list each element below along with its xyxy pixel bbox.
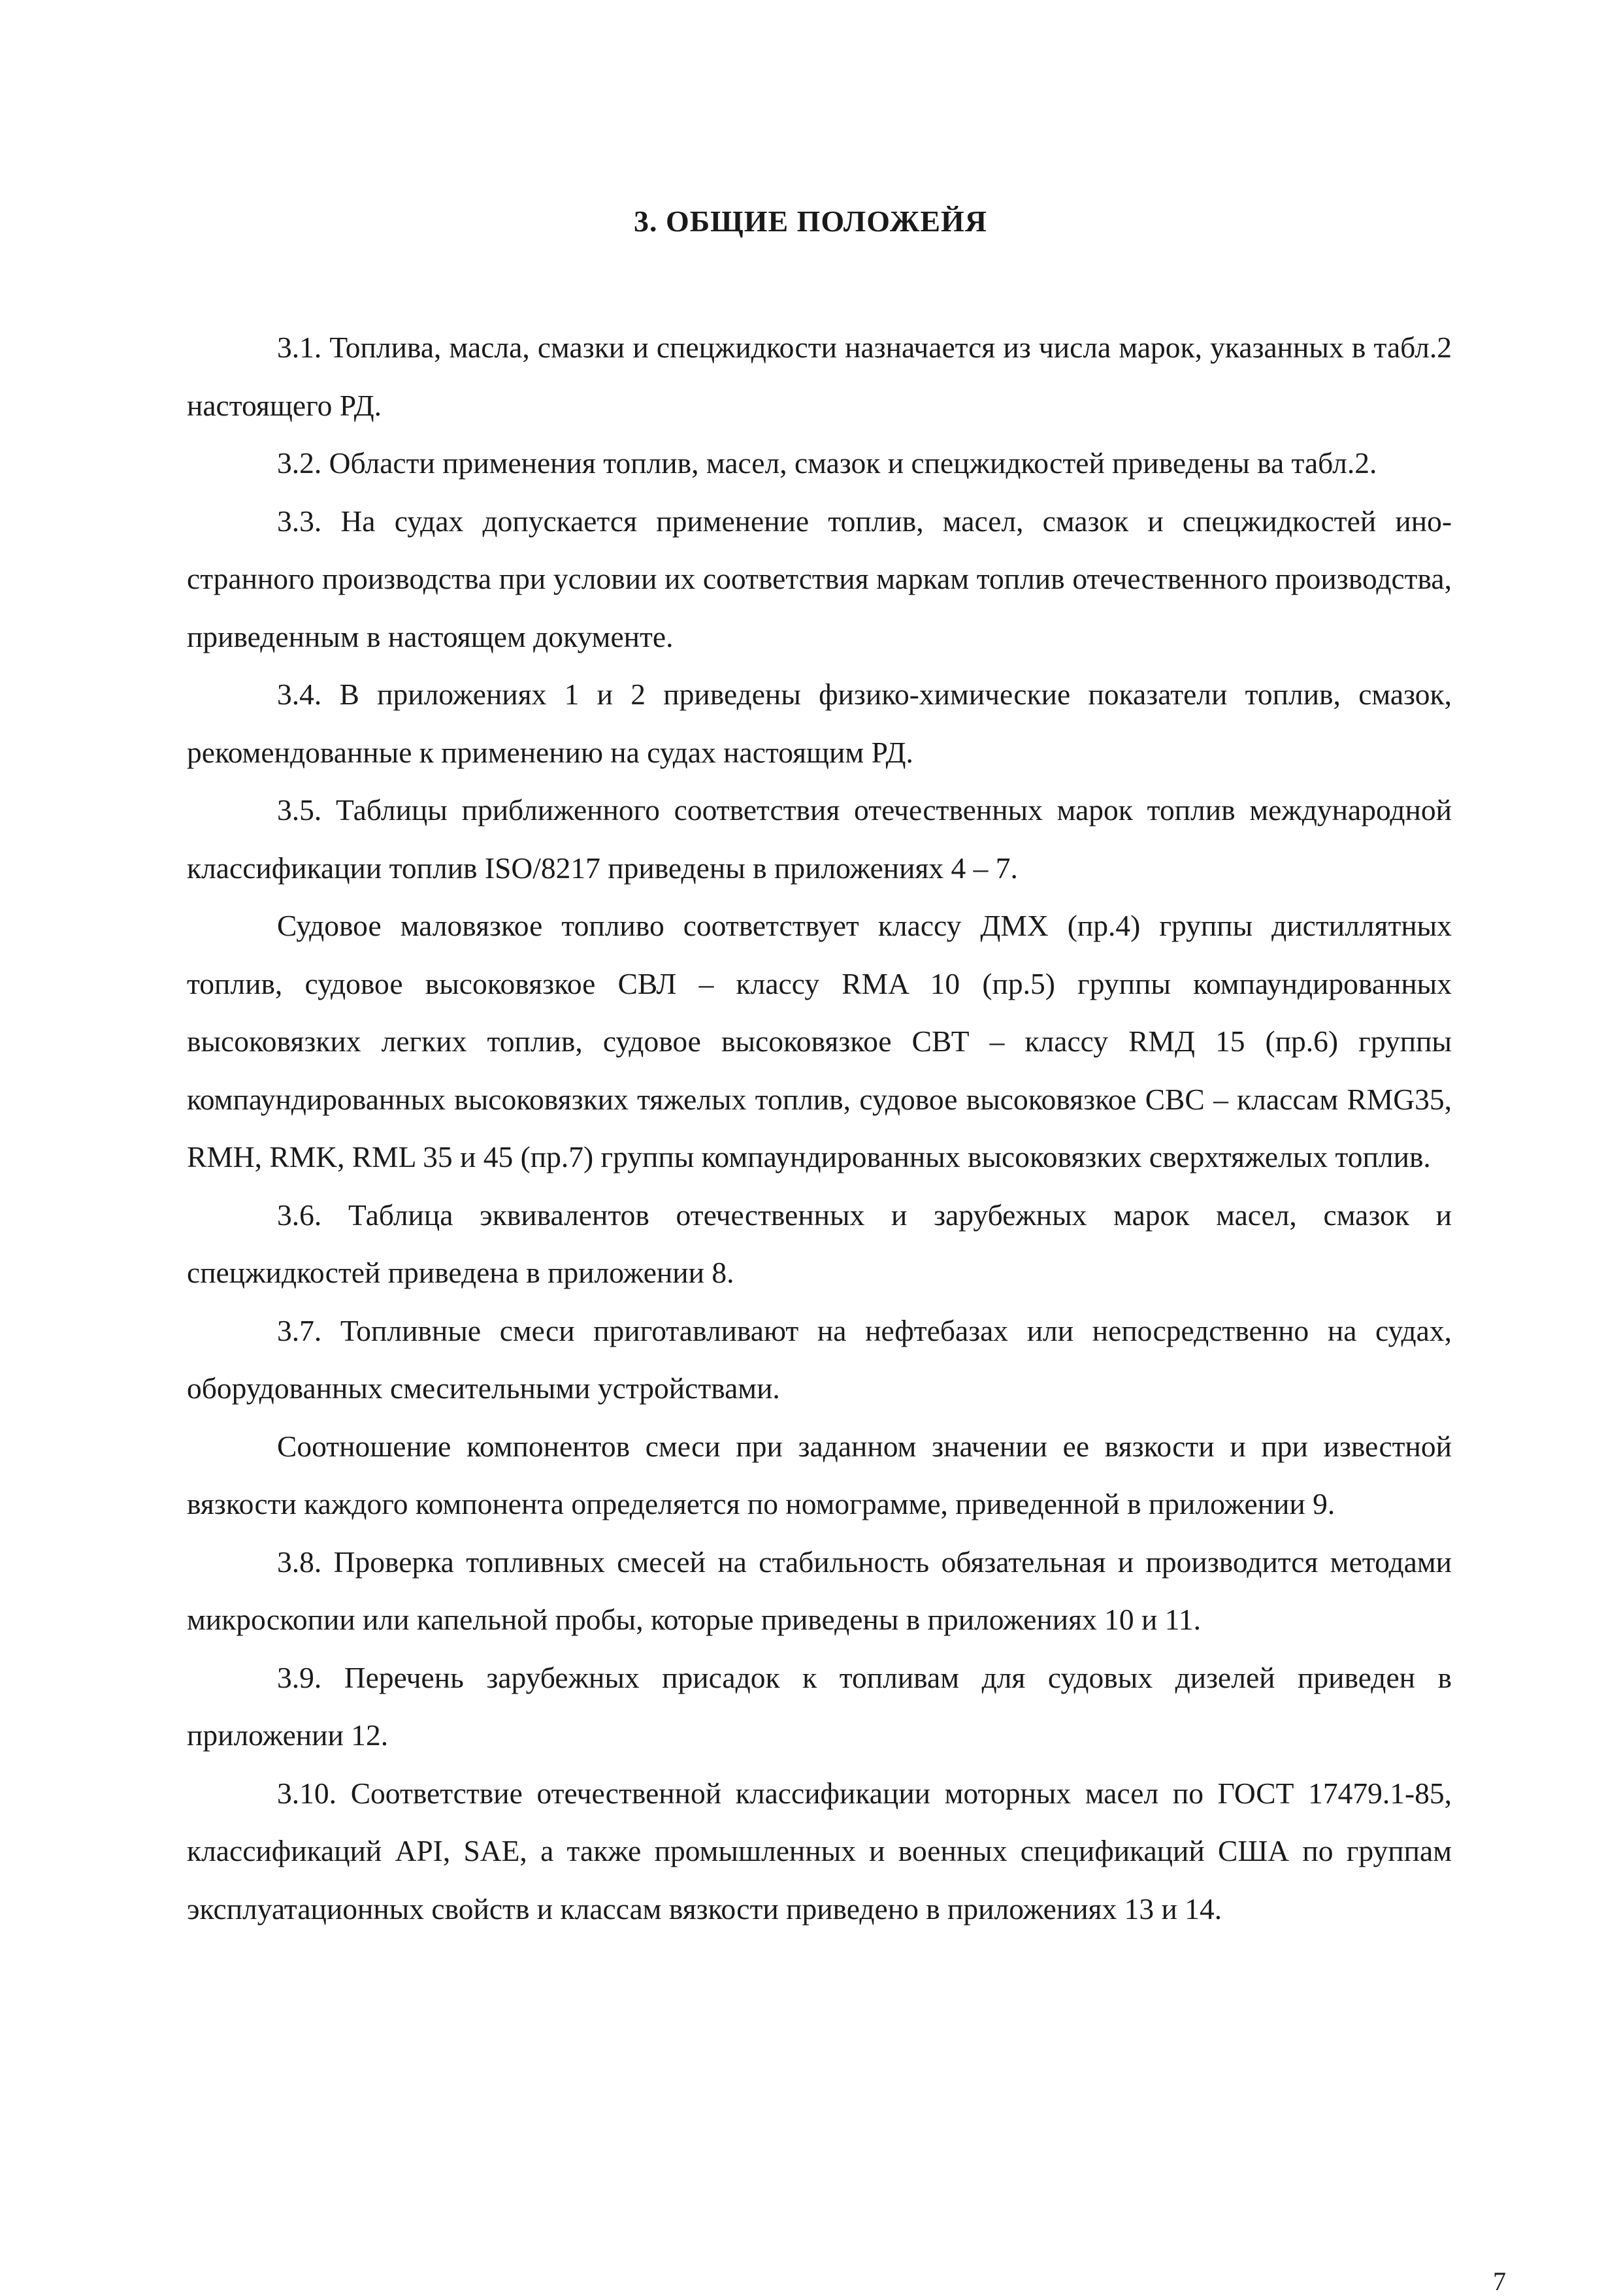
paragraph-3-3: 3.3. На судах допускается применение топлив, масел, смазок и спецжидкостей иностранного производства при условии их соответствия маркам топлив отечественного производства, приведенным в настоящем документе.	[187, 504, 1452, 653]
paragraph-3-8: 3.8. Проверка топливных смесей на стабильность обязательная и производится методами микроскопии или капельной пробы, которые приведены в приложениях 10 и 11.	[187, 1545, 1452, 1636]
paragraph-3-1: 3.1. Топлива, масла, смазки и спецжидкости назначается из числа марок, указанных в табл.2 настоящего РД.	[187, 331, 1452, 422]
paragraph-3-10: 3.10. Соответствие отечественной классификации моторных масел по ГОСТ 17479.1-85, классификаций API, SAE, а также промышленных и военных спецификаций США по группам эксплуатационных свойств и классам вязкости приведено в приложениях 13 и 14.	[187, 1776, 1452, 1926]
paragraph-3-6: 3.6. Таблица эквивалентов отечественных и зарубежных марок масел, смазок и спецжидкостей приведена в приложении 8.	[187, 1198, 1452, 1289]
paragraph-3-4: 3.4. В приложениях 1 и 2 приведены физико-химические показатели топлив, смазок, рекомендованные к применению на судах настоящим РД.	[187, 678, 1452, 769]
section-title: 3. ОБЩИЕ ПОЛОЖЕЙЯ	[633, 205, 987, 238]
paragraph-3-9: 3.9. Перечень зарубежных присадок к топливам для судовых дизелей приведен в приложении 12.	[187, 1660, 1452, 1752]
page-number: 7	[1493, 2267, 1506, 2296]
paragraph-3-7: 3.7. Топливные смеси приготавливают на нефтебазах или непосредственно на судах, оборудованных смесительными устройствами.	[187, 1313, 1452, 1405]
paragraph-3-5: 3.5. Таблицы приближенного соответствия отечественных марок топлив международной классификации топлив ISO/8217 приведены в приложениях 4 – 7.	[187, 793, 1452, 885]
paragraph-3-2: 3.2. Области применения топлив, масел, смазок и спецжидкостей приведены ва табл.2.	[277, 446, 1377, 480]
paragraph-mixture-ratio: Соотношение компонентов смеси при заданном значении ее вязкости и при известной вязкости каждого компонента определяется по номограмме, приведенной в приложении 9.	[187, 1429, 1452, 1520]
body-text	[187, 319, 1452, 1938]
paragraph-fuel-classes: Судовое маловязкое топливо соответствует классу ДМХ (пр.4) группы дистиллятных топлив, судовое высоковязкое СВЛ – классу RMA 10 (пр.5) группы компаундированных высоковязких легких топлив, судовое высоковязкое СВТ – классу RMД 15 (пр.6) группы компаундированных высоковязких тяжелых топлив, судовое высоковязкое СВС – классам RMG35, RMH, RMK, RML 35 и 45 (пр.7) группы компаундированных высоковязких сверхтяжелых топлив.	[187, 909, 1452, 1173]
